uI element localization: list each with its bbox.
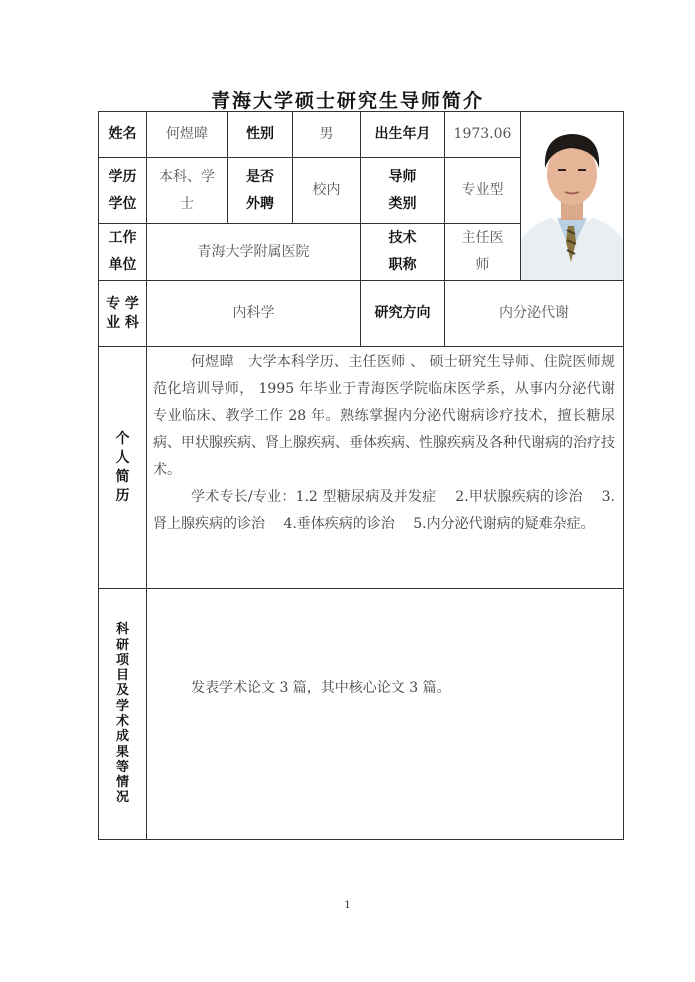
- work-unit-label: 工作 单位: [98, 223, 147, 281]
- research-label: 科 研 项 目 及 学 术 成 果 等 情 况: [98, 588, 147, 840]
- name-value: 何煜暐: [146, 111, 228, 158]
- page-number: 1: [344, 900, 351, 911]
- research-direction-value: 内分泌代谢: [444, 280, 624, 347]
- external-value: 校内: [292, 157, 361, 224]
- bio-text: [146, 346, 624, 589]
- name-label: 姓名: [98, 111, 147, 158]
- major-label: 专 学 业 科: [98, 280, 147, 347]
- portrait-photo: [520, 111, 624, 281]
- gender-label: 性别: [227, 111, 293, 158]
- external-label: 是否 外聘: [227, 157, 293, 224]
- major-value: 内科学: [146, 280, 361, 347]
- research-text-cell: [146, 588, 624, 840]
- job-title-label: 技术 职称: [360, 223, 445, 281]
- birth-value: 1973.06: [444, 111, 521, 158]
- research-direction-label: 研究方向: [360, 280, 445, 347]
- supervisor-type-value: 专业型: [444, 157, 521, 224]
- gender-value: 男: [292, 111, 361, 158]
- profile-table: [98, 111, 624, 840]
- birth-label: 出生年月: [360, 111, 445, 158]
- degree-label: 学历 学位: [98, 157, 147, 224]
- work-unit-value: 青海大学附属医院: [146, 223, 361, 281]
- page-title: 青海大学硕士研究生导师简介: [210, 90, 484, 112]
- bio-paragraph-2: 学术专长/专业：1.2 型糖尿病及并发症 2.甲状腺疾病的诊治 3.肾上腺疾病的诊治 4.垂体疾病的诊治 5.内分泌代谢病的疑难杂症。: [153, 489, 615, 532]
- job-title-value: 主任医 师: [444, 223, 521, 281]
- bio-paragraph-1: 何煜暐 大学本科学历、主任医师 、 硕士研究生导师、住院医师规范化培训导师， 1995 年毕业于青海医学院临床医学系，从事内分泌代谢专业临床、教学工作 28 年。熟练掌握内分泌代谢病诊疗技术，擅长糖尿病、甲状腺疾病、肾上腺疾病、垂体疾病、性腺疾病及各种代谢病的治疗技术。: [153, 354, 615, 478]
- degree-value: 本科、学 士: [146, 157, 228, 224]
- supervisor-type-label: 导师 类别: [360, 157, 445, 224]
- bio-label: 个 人 简 历: [98, 346, 147, 589]
- research-text: 发表学术论文 3 篇，其中核心论文 3 篇。: [191, 680, 451, 696]
- portrait-image: [521, 112, 623, 280]
